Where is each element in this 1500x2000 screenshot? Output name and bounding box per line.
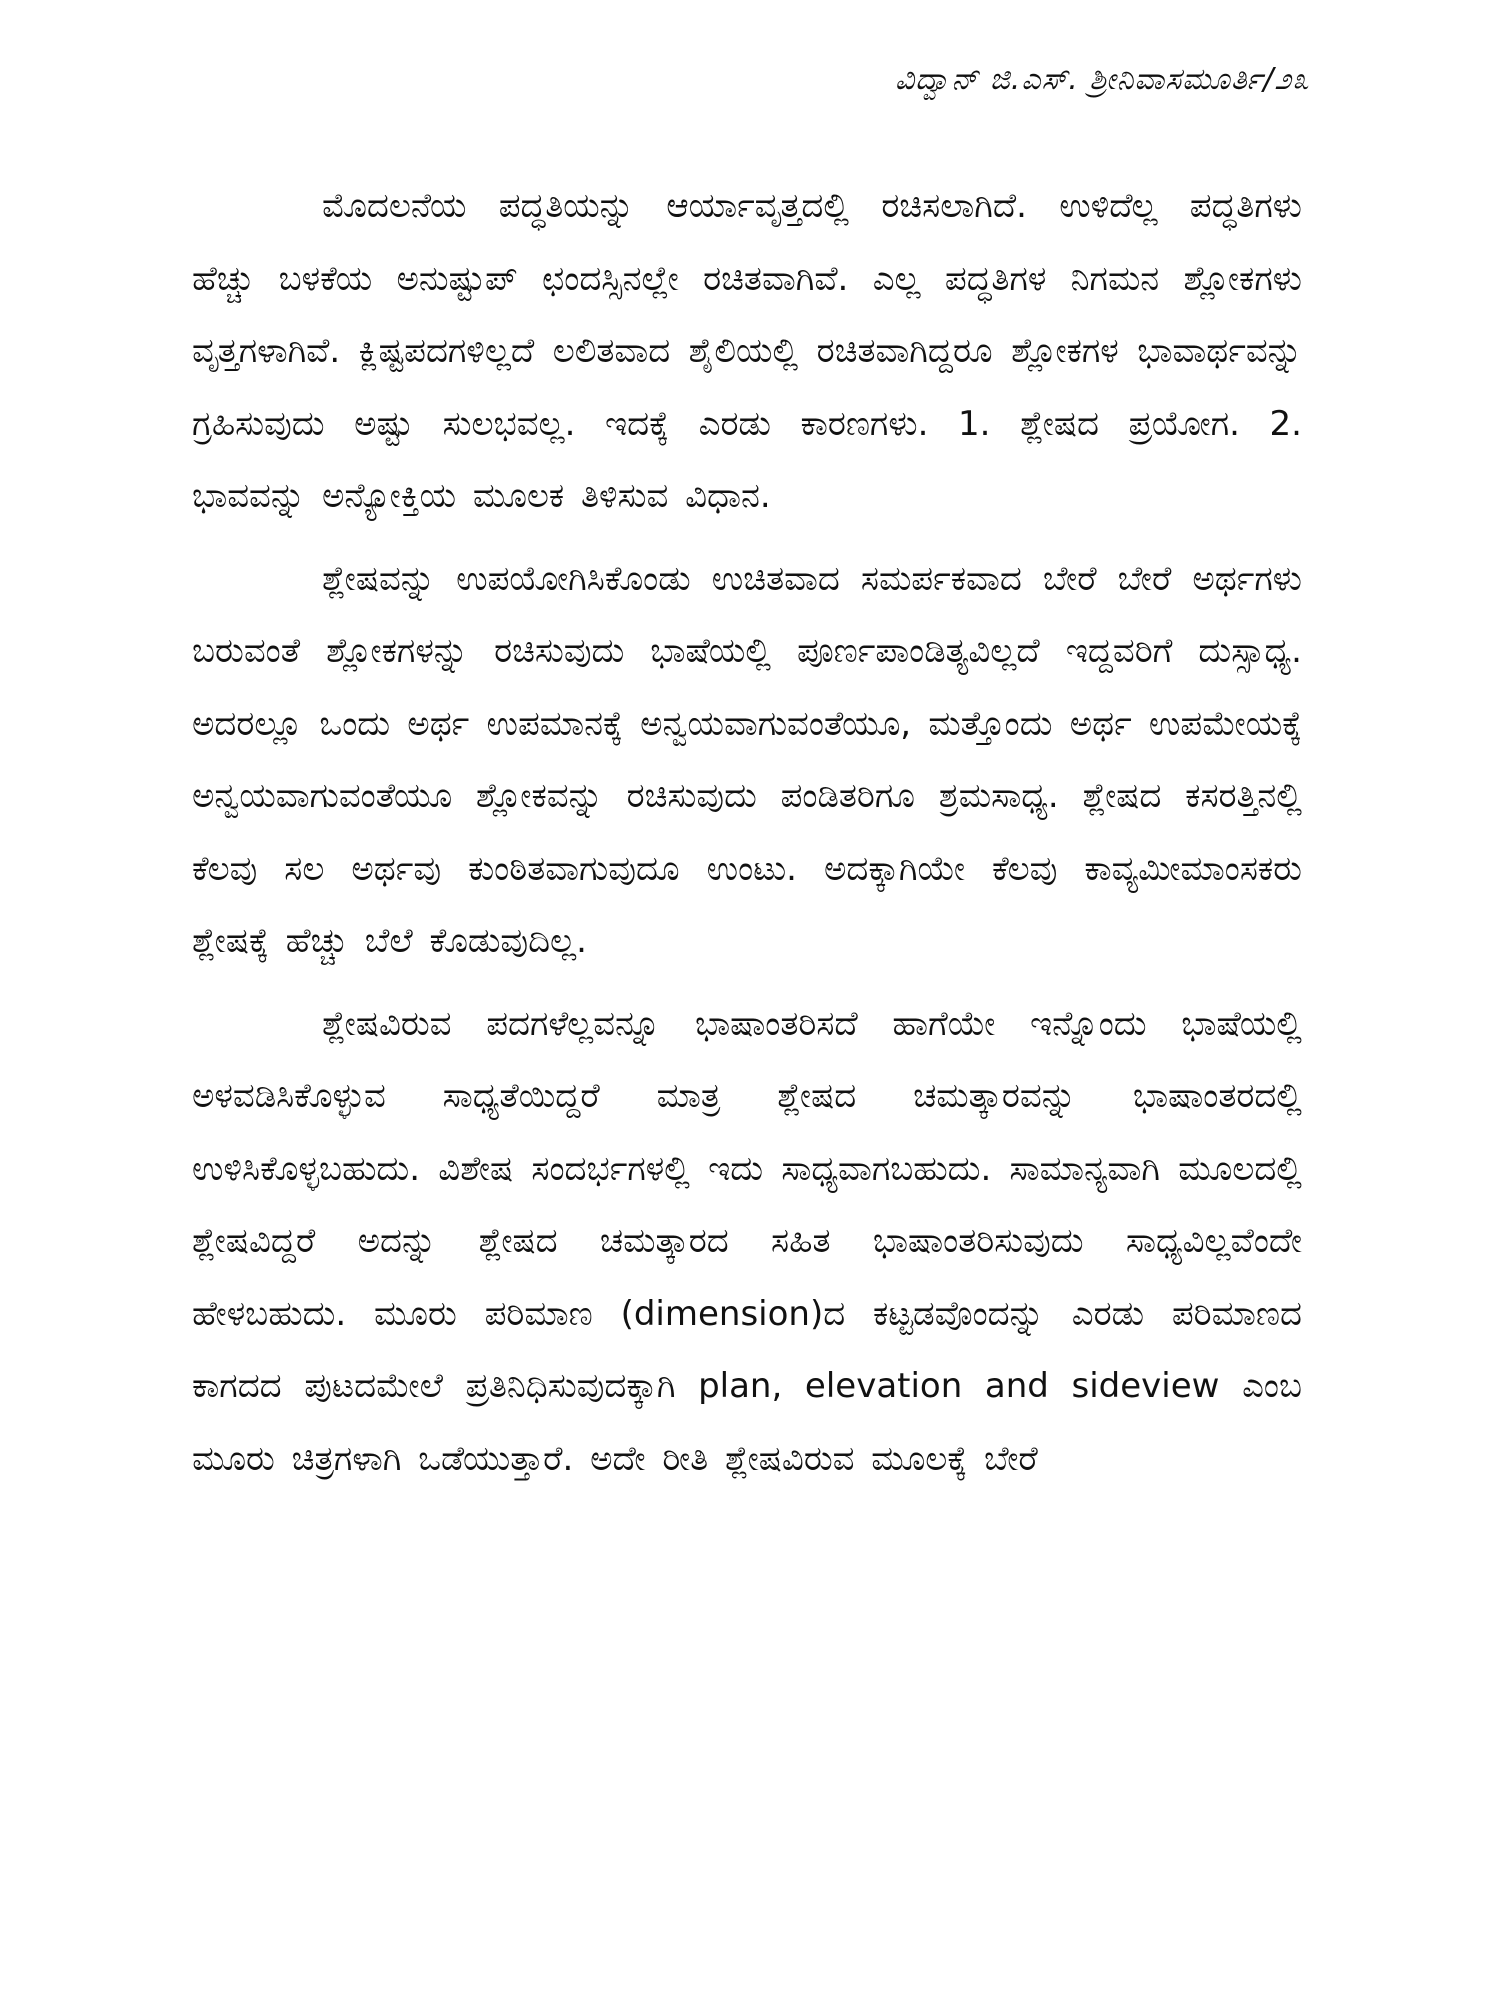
paragraph-2: ಶ್ಲೇಷವನ್ನು ಉಪಯೋಗಿಸಿಕೊಂಡು ಉಚಿತವಾದ ಸಮರ್ಪಕವಾದ ಬೇರೆ ಬೇರೆ ಅರ್ಥಗಳು ಬರುವಂತೆ ಶ್ಲೋಕಗಳನ್ನು ರಚಿಸುವುದು ಭಾಷೆಯಲ್ಲಿ ಪೂರ್ಣಪಾಂಡಿತ್ಯವಿಲ್ಲದೆ ಇದ್ದವರಿಗೆ ದುಸ್ಸಾಧ್ಯ. ಅದರಲ್ಲೂ ಒಂದು ಅರ್ಥ ಉಪಮಾನಕ್ಕೆ ಅನ್ವಯವಾಗುವಂತೆಯೂ, ಮತ್ತೊಂದು ಅರ್ಥ ಉಪಮೇಯಕ್ಕೆ ಅನ್ವಯವಾಗುವಂತೆಯೂ ಶ್ಲೋಕವನ್ನು ರಚಿಸುವುದು ಪಂಡಿತರಿಗೂ ಶ್ರಮಸಾಧ್ಯ. ಶ್ಲೇಷದ ಕಸರತ್ತಿನಲ್ಲಿ ಕೆಲವು ಸಲ ಅರ್ಥವು ಕುಂಠಿತವಾಗುವುದೂ ಉಂಟು. ಅದಕ್ಕಾಗಿಯೇ ಕೆಲವು ಕಾವ್ಯಮೀಮಾಂಸಕರು ಶ್ಲೇಷಕ್ಕೆ ಹೆಚ್ಚು ಬೆಲೆ ಕೊಡುವುದಿಲ್ಲ. [192, 558, 1302, 961]
paragraph-3: ಶ್ಲೇಷವಿರುವ ಪದಗಳೆಲ್ಲವನ್ನೂ ಭಾಷಾಂತರಿಸದೆ ಹಾಗೆಯೇ ಇನ್ನೊಂದು ಭಾಷೆಯಲ್ಲಿ ಅಳವಡಿಸಿಕೊಳ್ಳುವ ಸಾಧ್ಯತೆಯಿದ್ದರೆ ಮಾತ್ರ ಶ್ಲೇಷದ ಚಮತ್ಕಾರವನ್ನು ಭಾಷಾಂತರದಲ್ಲಿ ಉಳಿಸಿಕೊಳ್ಳಬಹುದು. ವಿಶೇಷ ಸಂದರ್ಭಗಳಲ್ಲಿ ಇದು ಸಾಧ್ಯವಾಗಬಹುದು. ಸಾಮಾನ್ಯವಾಗಿ ಮೂಲದಲ್ಲಿ ಶ್ಲೇಷವಿದ್ದರೆ ಅದನ್ನು ಶ್ಲೇಷದ ಚಮತ್ಕಾರದ ಸಹಿತ ಭಾಷಾಂತರಿಸುವುದು ಸಾಧ್ಯವಿಲ್ಲವೆಂದೇ ಹೇಳಬಹುದು. ಮೂರು ಪರಿಮಾಣ (dimension)ದ ಕಟ್ಟಡವೊಂದನ್ನು ಎರಡು ಪರಿಮಾಣದ ಕಾಗದದ ಪುಟದಮೇಲೆ ಪ್ರತಿನಿಧಿಸುವುದಕ್ಕಾಗಿ plan, elevation and sideview ಎಂಬ ಮೂರು ಚಿತ್ರಗಳಾಗಿ ಒಡೆಯುತ್ತಾರೆ. ಅದೇ ರೀತಿ ಶ್ಲೇಷವಿರುವ ಮೂಲಕ್ಕೆ ಬೇರೆ [192, 1003, 1302, 1479]
body-text [192, 170, 1302, 1495]
paragraph-1: ಮೊದಲನೆಯ ಪದ್ಧತಿಯನ್ನು ಆರ್ಯಾವೃತ್ತದಲ್ಲಿ ರಚಿಸಲಾಗಿದೆ. ಉಳಿದೆಲ್ಲ ಪದ್ಧತಿಗಳು ಹೆಚ್ಚು ಬಳಕೆಯ ಅನುಷ್ಟುಪ್ ಛಂದಸ್ಸಿನಲ್ಲೇ ರಚಿತವಾಗಿವೆ. ಎಲ್ಲ ಪದ್ಧತಿಗಳ ನಿಗಮನ ಶ್ಲೋಕಗಳು ವೃತ್ತಗಳಾಗಿವೆ. ಕ್ಲಿಷ್ಟಪದಗಳಿಲ್ಲದೆ ಲಲಿತವಾದ ಶೈಲಿಯಲ್ಲಿ ರಚಿತವಾಗಿದ್ದರೂ ಶ್ಲೋಕಗಳ ಭಾವಾರ್ಥವನ್ನು ಗ್ರಹಿಸುವುದು ಅಷ್ಟು ಸುಲಭವಲ್ಲ. ಇದಕ್ಕೆ ಎರಡು ಕಾರಣಗಳು. 1. ಶ್ಲೇಷದ ಪ್ರಯೋಗ. 2. ಭಾವವನ್ನು ಅನ್ಯೋಕ್ತಿಯ ಮೂಲಕ ತಿಳಿಸುವ ವಿಧಾನ. [192, 186, 1302, 516]
running-header: ವಿದ್ವಾನ್ ಜಿ.ಎಸ್. ಶ್ರೀನಿವಾಸಮೂರ್ತಿ/೨೩ [895, 62, 1310, 97]
